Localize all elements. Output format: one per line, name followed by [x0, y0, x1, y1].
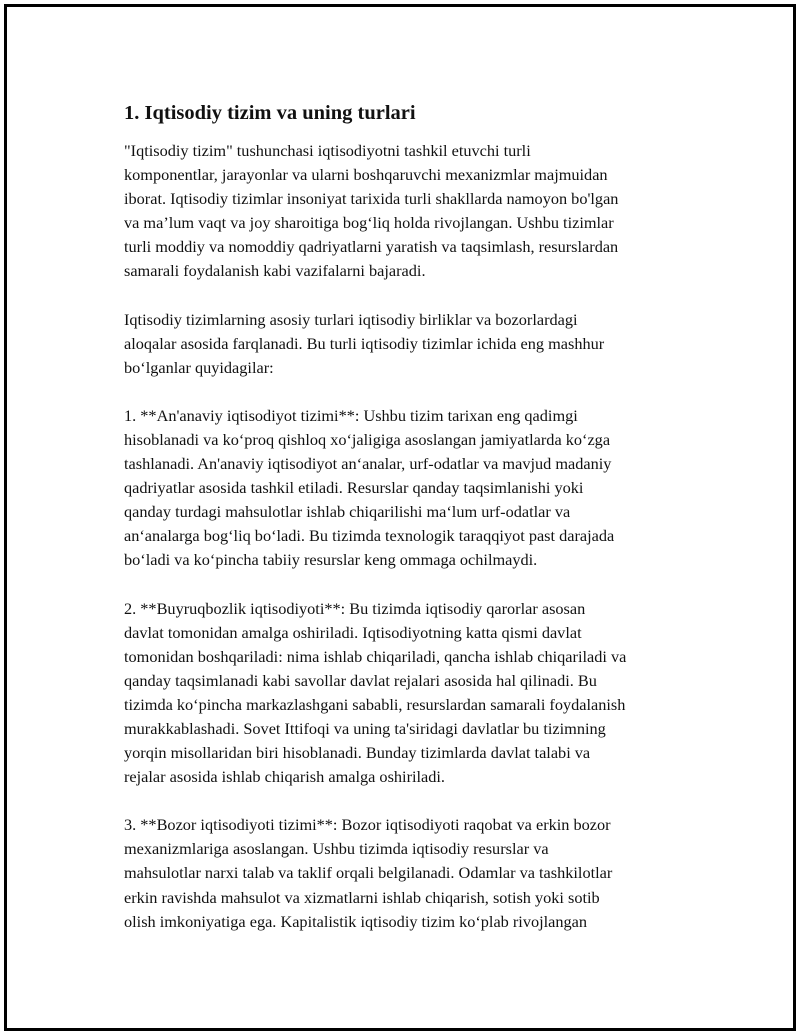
text-line: hisoblanadi va ko‘proq qishloq xo‘jaligiga asoslangan jamiyatlarda ko‘zga [124, 429, 611, 449]
text-line: davlat tomonidan amalga oshiriladi. Iqtisodiyotning katta qismi davlat [124, 622, 582, 642]
text-line: tomonidan boshqariladi: nima ishlab chiqariladi, qancha ishlab chiqariladi va [124, 646, 627, 666]
text-line: an‘analarga bog‘liq bo‘ladi. Bu tizimda texnologik taraqqiyot past darajada [124, 526, 615, 546]
text-line: 3. **Bozor iqtisodiyoti tizimi**: Bozor iqtisodiyoti raqobat va erkin bozor [124, 815, 611, 835]
text-line: va ma’lum vaqt va joy sharoitiga bog‘liq holda rivojlangan. Ushbu tizimlar [124, 213, 614, 233]
paragraph-command-economy [124, 597, 694, 790]
text-line: tizimda ko‘pincha markazlashgani sababli, resurslardan samarali foydalanish [124, 694, 626, 714]
paragraph-intro [124, 139, 694, 284]
text-line: qadriyatlar asosida tashkil etiladi. Resurslar qanday taqsimlanishi yoki [124, 478, 584, 498]
text-line: olish imkoniyatiga ega. Kapitalistik iqtisodiy tizim ko‘plab rivojlangan [124, 911, 588, 931]
text-line: bo‘lganlar quyidagilar: [124, 357, 274, 377]
text-line: 2. **Buyruqbozlik iqtisodiyoti**: Bu tizimda iqtisodiy qarorlar asosan [124, 598, 586, 618]
text-line: iborat. Iqtisodiy tizimlar insoniyat tarixida turli shakllarda namoyon bo'lgan [124, 189, 619, 209]
text-line: rejalar asosida ishlab chiqarish amalga oshiriladi. [124, 767, 445, 787]
text-line: "Iqtisodiy tizim" tushunchasi iqtisodiyotni tashkil etuvchi turli [124, 141, 531, 160]
paragraph-types-intro [124, 308, 694, 380]
text-line: tashlanadi. An'anaviy iqtisodiyot an‘analar, urf-odatlar va mavjud madaniy [124, 454, 612, 474]
page-content [124, 99, 694, 958]
text-line: komponentlar, jarayonlar va ularni boshqaruvchi mexanizmlar majmuidan [124, 165, 608, 185]
text-line: qanday turdagi mahsulotlar ishlab chiqarilishi ma‘lum urf-odatlar va [124, 502, 571, 522]
text-line: yorqin misollaridan biri hisoblanadi. Bunday tizimlarda davlat talabi va [124, 743, 591, 763]
text-line: samarali foydalanish kabi vazifalarni bajaradi. [124, 261, 426, 281]
section-title: 1. Iqtisodiy tizim va uning turlari [124, 102, 416, 124]
text-line: bo‘ladi va ko‘pincha tabiiy resurslar keng ommaga ochilmaydi. [124, 550, 538, 570]
text-line: qanday taqsimlanadi kabi savollar davlat rejalari asosida hal qilinadi. Bu [124, 670, 597, 690]
text-line: erkin ravishda mahsulot va xizmatlarni ishlab chiqarish, sotish yoki sotib [124, 887, 600, 907]
text-line: turli moddiy va nomoddiy qadriyatlarni yaratish va taqsimlash, resurslardan [124, 237, 619, 257]
text-line: murakkablashadi. Sovet Ittifoqi va uning ta'siridagi davlatlar bu tizimning [124, 718, 606, 738]
text-line: 1. **An'anaviy iqtisodiyot tizimi**: Ushbu tizim tarixan eng qadimgi [124, 405, 578, 425]
text-line: mahsulotlar narxi talab va taklif orqali belgilanadi. Odamlar va tashkilotlar [124, 863, 613, 883]
text-line: aloqalar asosida farqlanadi. Bu turli iqtisodiy tizimlar ichida eng mashhur [124, 333, 605, 353]
page-frame [4, 4, 796, 1031]
paragraph-market-economy [124, 813, 694, 933]
text-line: Iqtisodiy tizimlarning asosiy turlari iqtisodiy birliklar va bozorlardagi [124, 309, 578, 329]
paragraph-traditional-economy [124, 404, 694, 573]
text-line: mexanizmlariga asoslangan. Ushbu tizimda iqtisodiy resurslar va [124, 839, 549, 859]
